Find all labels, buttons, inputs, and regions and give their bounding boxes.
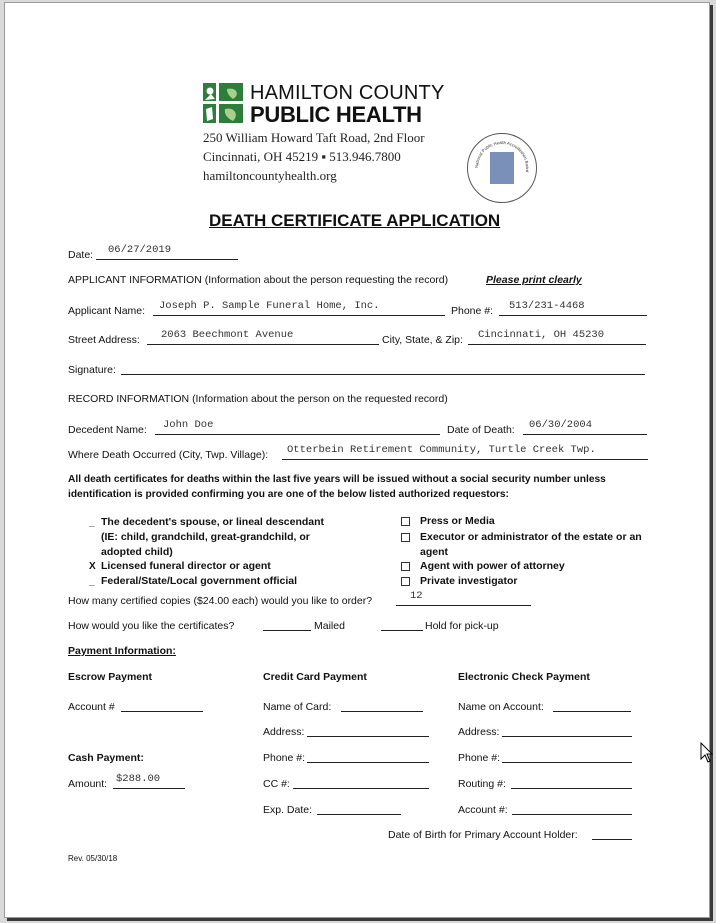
seal-text: National Public Health Accreditation Board (473, 139, 531, 173)
signature-label: Signature: (68, 364, 116, 376)
decedent-label: Decedent Name: (68, 424, 147, 436)
exp-date-field[interactable] (317, 814, 401, 815)
date-label: Date: (68, 249, 94, 261)
dob-label: Date of Birth for Primary Account Holder: (388, 829, 578, 841)
cc-number-label: CC #: (263, 778, 290, 790)
echeck-heading: Electronic Check Payment (458, 671, 590, 683)
ec-phone-label: Phone #: (458, 752, 501, 764)
org-address-line1: 250 William Howard Taft Road, 2nd Floor (203, 130, 425, 145)
press-checkbox[interactable] (401, 517, 410, 526)
seal-icon (468, 134, 536, 202)
signature-field[interactable] (121, 374, 645, 375)
where-value: Otterbein Retirement Community, Turtle Creek Twp. (287, 444, 596, 456)
routing-label: Routing #: (458, 778, 506, 790)
org-name-line2: PUBLIC HEALTH (250, 102, 422, 127)
requestor-private-investigator[interactable]: Private investigator (401, 575, 517, 587)
org-name-line1: HAMILTON COUNTY (250, 82, 445, 104)
date-value: 06/27/2019 (108, 244, 172, 256)
cc-phone-field[interactable] (307, 762, 429, 763)
requestor-spouse[interactable]: _ The decedent's spouse, or lineal descendant (IE: child, grandchild, great-grandchild, or adopted child) (89, 516, 325, 558)
investigator-checkbox[interactable] (401, 577, 410, 586)
date-field[interactable] (96, 259, 238, 260)
ec-address-field[interactable] (502, 736, 632, 737)
street-value: 2063 Beechmont Avenue (161, 329, 294, 341)
credit-card-heading: Credit Card Payment (263, 671, 367, 683)
ec-account-label: Account #: (458, 804, 508, 816)
escrow-account-label: Account # (68, 701, 115, 713)
amount-field[interactable] (113, 788, 185, 789)
notice-line2: identification is provided confirming you are one of the below listed authorized requestors: (68, 489, 509, 500)
applicant-heading: APPLICANT INFORMATION (Information about the person requesting the record) (68, 274, 449, 286)
pickup-label: Hold for pick-up (425, 620, 499, 632)
mailed-label: Mailed (314, 620, 345, 632)
card-name-field[interactable] (341, 711, 423, 712)
decedent-field[interactable] (155, 434, 440, 435)
payment-heading: Payment Information: (68, 645, 176, 657)
city-label: City, State, & Zip: (382, 334, 463, 346)
health-logo-icon (203, 83, 243, 123)
pickup-field[interactable] (381, 630, 423, 631)
requestor-funeral-mark: X (89, 561, 96, 572)
revision-note: Rev. 05/30/18 (68, 854, 118, 863)
escrow-heading: Escrow Payment (68, 671, 153, 683)
ec-account-field[interactable] (512, 814, 632, 815)
account-name-field[interactable] (553, 711, 631, 712)
requestor-poa-agent[interactable]: Agent with power of attorney (401, 560, 565, 572)
document-page (4, 2, 710, 918)
cc-number-field[interactable] (293, 788, 429, 789)
accreditation-seal (467, 133, 537, 203)
amount-value: $288.00 (116, 773, 161, 785)
applicant-name-label: Applicant Name: (68, 305, 146, 317)
requestor-executor[interactable]: Executor or administrator of the estate or an agent (401, 530, 642, 560)
exp-date-label: Exp. Date: (263, 804, 313, 816)
city-value: Cincinnati, OH 45230 (478, 329, 605, 341)
where-field[interactable] (282, 459, 648, 460)
cc-address-label: Address: (263, 726, 305, 738)
phone-label: Phone #: (451, 305, 494, 317)
copies-value: 12 (410, 590, 423, 602)
org-address-line2: Cincinnati, OH 45219 ▪ 513.946.7800 (203, 149, 401, 164)
dod-field[interactable] (523, 434, 647, 435)
requestor-government-mark: _ (89, 576, 95, 587)
dod-value: 06/30/2004 (529, 419, 593, 431)
org-website: hamiltoncountyhealth.org (203, 168, 337, 183)
dod-label: Date of Death: (447, 424, 515, 436)
amount-label: Amount: (68, 778, 108, 790)
requestor-funeral-director[interactable]: X Licensed funeral director or agent (89, 560, 271, 572)
ec-address-label: Address: (458, 726, 500, 738)
street-field[interactable] (147, 344, 379, 345)
requestor-press[interactable]: Press or Media (401, 515, 495, 527)
phone-field[interactable] (499, 315, 647, 316)
form-title: DEATH CERTIFICATE APPLICATION (209, 211, 501, 230)
delivery-label: How would you like the certificates? (68, 620, 235, 632)
city-field[interactable] (468, 344, 646, 345)
cc-phone-label: Phone #: (263, 752, 306, 764)
copies-label: How many certified copies ($24.00 each) would you like to order? (68, 595, 373, 607)
phone-value: 513/231-4468 (509, 300, 585, 312)
applicant-name-value: Joseph P. Sample Funeral Home, Inc. (159, 300, 380, 312)
street-label: Street Address: (68, 334, 140, 346)
cc-address-field[interactable] (307, 736, 429, 737)
requestor-government[interactable]: _ Federal/State/Local government official (89, 575, 298, 587)
decedent-value: John Doe (163, 419, 214, 431)
routing-field[interactable] (511, 788, 632, 789)
applicant-name-field[interactable] (153, 315, 445, 316)
copies-field[interactable] (396, 605, 531, 606)
mouse-cursor-icon (700, 742, 714, 764)
dob-field[interactable] (592, 839, 632, 840)
account-name-label: Name on Account: (458, 701, 544, 713)
print-clearly-note: Please print clearly (486, 274, 582, 286)
record-heading: RECORD INFORMATION (Information about the person on the requested record) (68, 393, 448, 405)
notice-line1: All death certificates for deaths within the last five years will be issued without a social security number unless (68, 474, 606, 485)
ec-phone-field[interactable] (502, 762, 632, 763)
poa-checkbox[interactable] (401, 562, 410, 571)
escrow-account-field[interactable] (121, 711, 203, 712)
svg-text:National Public Health Accredi (474, 140, 530, 173)
executor-checkbox[interactable] (401, 533, 410, 542)
cash-heading: Cash Payment: (68, 752, 144, 764)
requestor-spouse-mark: _ (89, 517, 95, 528)
mailed-field[interactable] (263, 630, 311, 631)
where-label: Where Death Occurred (City, Twp. Village): (68, 449, 269, 461)
card-name-label: Name of Card: (263, 701, 332, 713)
